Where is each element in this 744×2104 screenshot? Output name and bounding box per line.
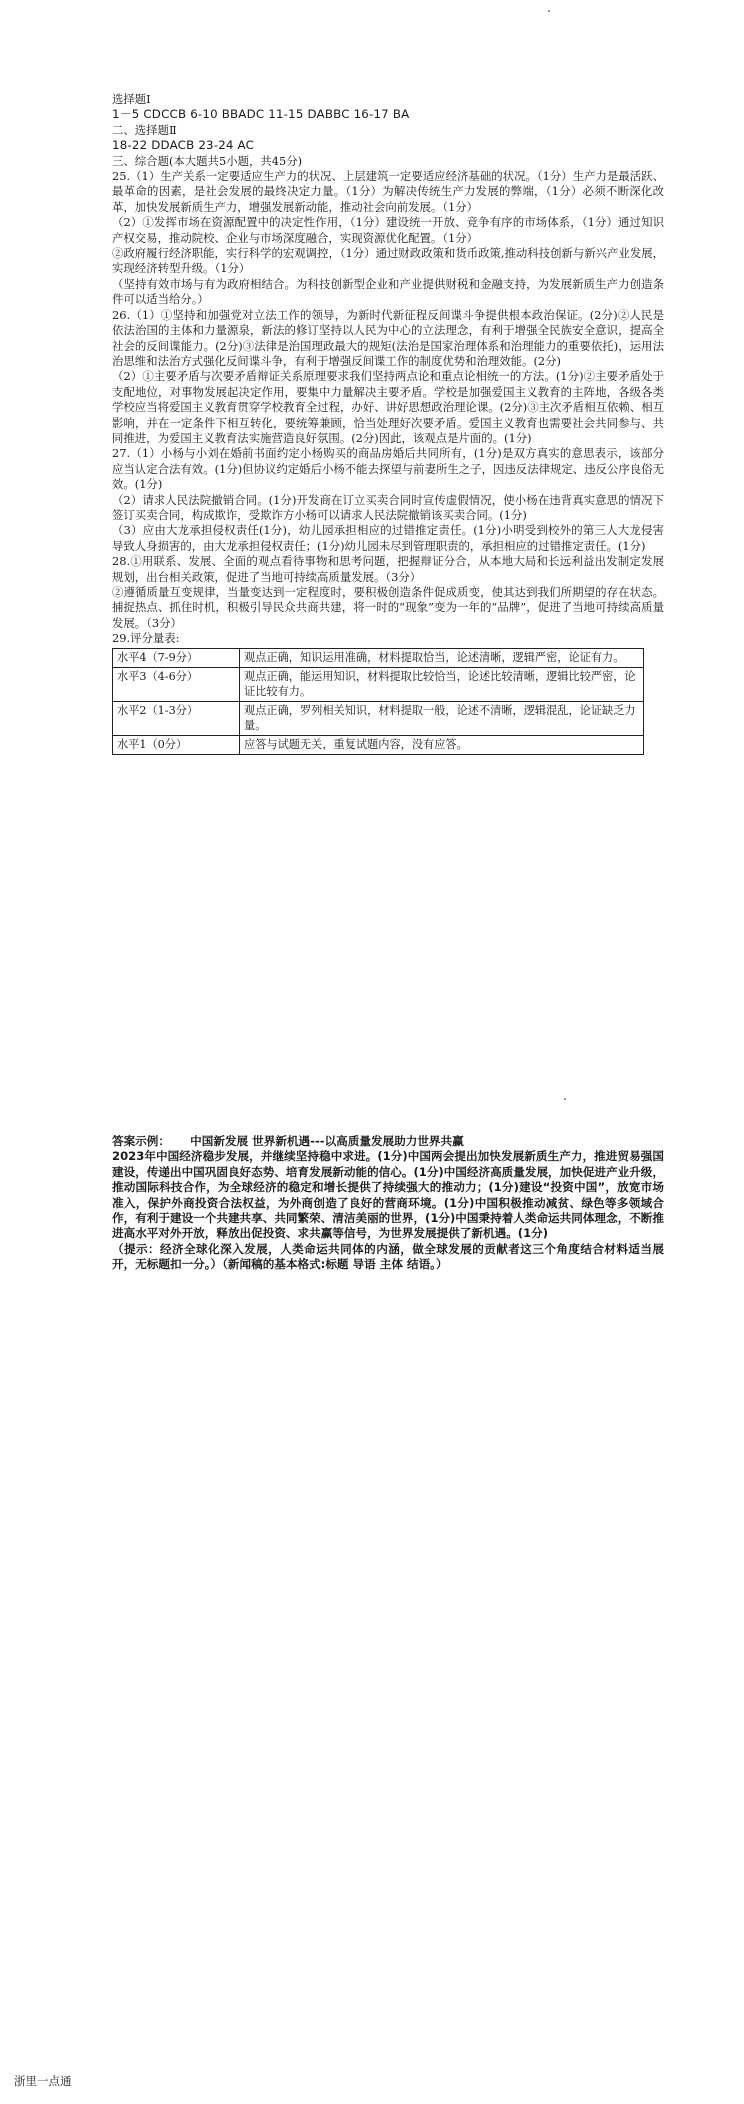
scan-speck	[564, 1098, 566, 1100]
q25-part1: 25.（1）生产关系一定要适应生产力的状况、上层建筑一定要适应经济基础的状况。（1分）生产力是最活跃、最革命的因素，是社会发展的最终决定力量。（1分）为解决传统生产力发展的弊端，（1分）必须不断深化改革，加快发展新质生产力，增强发展新动能，推动社会向前发展。（1分）	[112, 169, 664, 214]
rubric-level: 水平3（4-6分）	[113, 667, 240, 701]
q27-part2: （2）请求人民法院撤销合同。(1分)开发商在订立买卖合同时宣传虚假情况，使小杨在违背真实意思的情况下签订买卖合同，构成欺诈，受欺诈方小杨可以请求人民法院撤销该买卖合同。(1分)	[112, 492, 664, 522]
q26-part2: （2）①主要矛盾与次要矛盾辩证关系原理要求我们坚持两点论和重点论相统一的方法。(1分)②主要矛盾处于支配地位，对事物发展起决定作用，要集中力量解决主要矛盾。学校是加强爱国主义教育的主阵地，各级各类学校应当将爱国主义教育贯穿学校教育全过程，办好、讲好思想政治理论课。(2分)③主次矛盾相互依赖、相互影响，并在一定条件下相互转化，要统筹兼顾，恰当处理好次要矛盾。爱国主义教育也需要社会共同参与、共同推进，为爱国主义教育法实施营造良好氛围。(2分)因此，该观点是片面的。(1分)	[112, 369, 664, 445]
scoring-rubric-table	[112, 648, 644, 755]
table-row	[113, 667, 644, 701]
sample-title: 中国新发展 世界新机遇---以高质量发展助力世界共赢	[190, 1134, 464, 1148]
footer-watermark-text: 浙里一点通	[14, 2074, 72, 2088]
mc2-heading: 二、选择题Ⅱ	[112, 122, 177, 137]
rubric-level: 水平2（1-3分）	[113, 701, 240, 735]
q25-part2-b: ②政府履行经济职能，实行科学的宏观调控，（1分）通过财政政策和货币政策,推动科技创新与新兴产业发展，实现经济转型升级。（1分）	[112, 246, 664, 276]
rubric-description: 应答与试题无关，重复试题内容，没有应答。	[240, 735, 644, 754]
q25-part2-note: （坚持有效市场与有为政府相结合。为科技创新型企业和产业提供财税和金融支持，为发展新质生产力创造条件可以适当给分。）	[112, 276, 664, 307]
table-row	[113, 648, 644, 667]
rubric-description: 观点正确，知识运用准确，材料提取恰当，论述清晰，逻辑严密，论证有力。	[240, 648, 644, 667]
scan-speck	[548, 10, 550, 12]
sample-label: 答案示例：	[112, 1134, 170, 1148]
sample-heading-line	[112, 1134, 664, 1149]
rubric-description: 观点正确，能运用知识，材料提取比较恰当，论述比较清晰，逻辑比较严密，论证比较有力。	[240, 667, 644, 701]
table-row	[113, 701, 644, 735]
q28-point1: 28.①用联系、发展、全面的观点看待事物和思考问题，把握辩证分合，从本地大局和长远利益出发制定发展规划，出台相关政策，促进了当地可持续高质量发展。（3分）	[112, 554, 664, 584]
q25-part2: （2）①发挥市场在资源配置中的决定性作用，（1分）建设统一开放、竞争有序的市场体系，（1分）通过知识产权交易，推动院校、企业与市场深度融合，实现资源优化配置。（1分）	[112, 215, 664, 245]
q26-part1: 26.（1）①坚持和加强党对立法工作的领导，为新时代新征程反间谍斗争提供根本政治保证。(2分)②人民是依法治国的主体和力量源泉，新法的修订坚持以人民为中心的立法理念，有利于增强全民族安全意识，提高全社会的反间谍能力。(2分)③法律是治国理政最大的规矩(法治是国家治理体系和治理能力的重要依托)，运用法治思维和法治方式强化反间谍斗争，有利于增强反间谍工作的制度优势和治理效能。(2分)	[112, 307, 664, 368]
q27-part1: 27.（1）小杨与小刘在婚前书面约定小杨购买的商品房婚后共同所有，(1分)是双方真实的意思表示，该部分应当认定合法有效。(1分)但协议约定婚后小杨不能去探望与前妻所生之子，因违反法律规定、违反公序良俗无效。(1分)	[112, 446, 664, 492]
sample-body: 2023年中国经济稳步发展，并继续坚持稳中求进。(1分)中国两会提出加快发展新质生产力，推进贸易强国建设，传递出中国巩固良好态势、培育发展新动能的信心。(1分)中国经济高质量发展，加快促进产业升级，推动国际科技合作，为全球经济的稳定和增长提供了持续强大的推动力；(1分)建设“投资中国”，放宽市场准入，保护外商投资合法权益，为外商创造了良好的营商环境。(1分)中国积极推动减贫、绿色等多领域合作，有利于建设一个共建共享、共同繁荣、清洁美丽的世界，(1分)中国秉持着人类命运共同体理念，不断推进高水平对外开放，释放出促投资、求共赢等信号，为世界发展提供了新机遇。(1分)	[112, 1149, 664, 1241]
sample-hint: （提示：经济全球化深入发展，人类命运共同体的内涵，做全球发展的贡献者这三个角度结合材料适当展开，无标题扣一分。）（新闻稿的基本格式:标题 导语 主体 结语。）	[112, 1241, 664, 1272]
mc1-answer-keys: 1－5 CDCCB 6-10 BBADC 11-15 DABBC 16-17 BA	[112, 107, 410, 122]
mc2-answer-keys: 18-22 DDACB 23-24 AC	[112, 138, 255, 153]
section3-heading: 三、综合题(本大题共5小题，共45分)	[112, 153, 303, 168]
answer-section	[112, 92, 664, 755]
q28-point2: ②遵循质量互变规律，当量变达到一定程度时，要积极创造条件促成质变，使其达到我们所期望的存在状态。捕捉热点、抓住时机，积极引导民众共商共建，将一时的“现象”变为一年的“品牌”，促进了当地可持续高质量发展。（3分）	[112, 585, 664, 630]
rubric-level: 水平4（7-9分）	[113, 648, 240, 667]
table-row	[113, 735, 644, 754]
rubric-description: 观点正确，罗列相关知识，材料提取一般，论述不清晰，逻辑混乱，论证缺乏力量。	[240, 701, 644, 735]
rubric-level: 水平1（0分）	[113, 735, 240, 754]
sample-answer-section	[112, 1134, 664, 1273]
q29-heading: 29.评分量表:	[112, 631, 180, 646]
q27-part3: （3）应由大龙承担侵权责任(1分)，幼儿园承担相应的过错推定责任。(1分)小明受到校外的第三人大龙侵害导致人身损害的，由大龙承担侵权责任；(1分)幼儿园未尽到管理职责的，承担相应的过错推定责任。(1分)	[112, 523, 664, 553]
mc1-heading: 选择题Ⅰ	[112, 92, 151, 106]
